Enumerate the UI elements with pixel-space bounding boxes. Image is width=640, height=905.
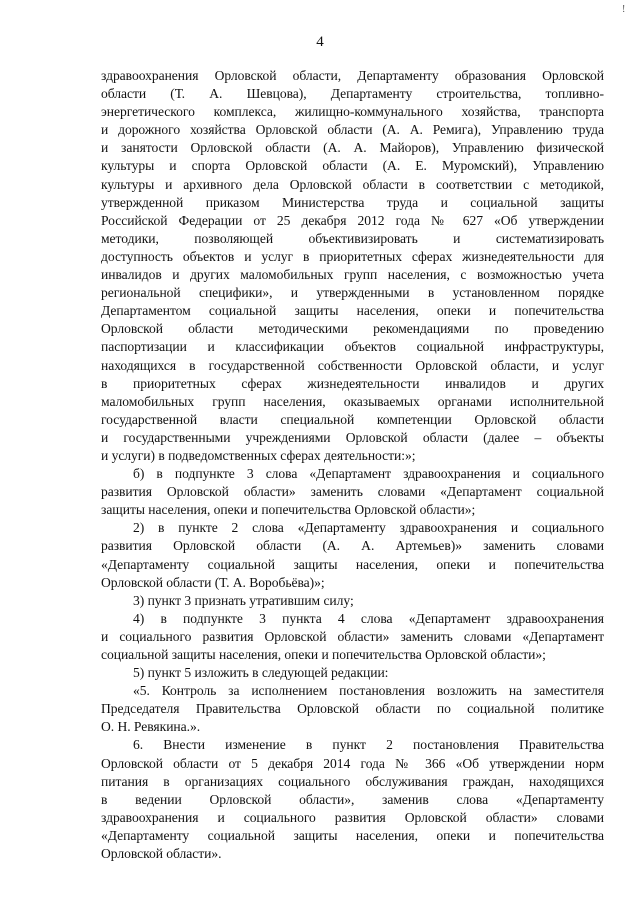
text-line: «Департаменту социальной защиты населения, опеки и попечительства: [101, 556, 604, 572]
text-line: и социального развития Орловской области» заменить словами «Департамент: [101, 628, 604, 644]
text-line: 3) пункт 3 признать утратившим силу;: [133, 592, 354, 608]
text-line: развития Орловской области» заменить словами «Департамент социальной: [101, 484, 604, 500]
text-line: методики, позволяющей объективизировать и систематизировать: [101, 230, 604, 246]
corner-mark: !: [622, 4, 626, 15]
text-line: «Департаменту социальной защиты населения, опеки и попечительства: [101, 827, 604, 843]
text-line: и услуги) в подведомственных сферах деятельности:»;: [101, 447, 416, 463]
text-line: Департаментом социальной защиты населения, опеки и попечительства: [101, 303, 604, 319]
text-line: защиты населения, опеки и попечительства Орловской области»;: [101, 502, 476, 518]
text-line: в ведении Орловской области», заменив слова «Департаменту: [101, 791, 604, 807]
text-line: питания в организациях социального обслуживания граждан, находящихся: [101, 773, 604, 789]
text-line: Орловской области (Т. А. Воробьёва)»;: [101, 574, 325, 590]
text-line: 2) в пункте 2 слова «Департаменту здравоохранения и социального: [133, 520, 604, 536]
text-line: инвалидов и других маломобильных групп населения, с возможностью учета: [101, 267, 604, 283]
text-line: находящихся в государственной собственности Орловской области, и услуг: [101, 357, 604, 373]
text-line: Российской Федерации от 25 декабря 2012 года № 627 «Об утверждении: [101, 212, 604, 228]
text-line: О. Н. Ревякина.».: [101, 719, 201, 735]
text-line: региональной специфики», и утвержденными в установленном порядке: [101, 285, 604, 301]
text-line: в приоритетных сферах жизнедеятельности инвалидов и других: [101, 375, 604, 391]
text-line: доступность объектов и услуг в приоритетных сферах жизнедеятельности для: [101, 248, 604, 264]
page-number: 4: [316, 34, 324, 50]
document-body: [101, 67, 604, 863]
text-line: паспортизации и классификации объектов социальной инфраструктуры,: [101, 339, 604, 355]
text-line: 4) в подпункте 3 пункта 4 слова «Департамент здравоохранения: [133, 610, 604, 626]
text-line: и государственными учреждениями Орловской области (далее – объекты: [101, 429, 604, 445]
text-line: б) в подпункте 3 слова «Департамент здравоохранения и социального: [133, 466, 604, 482]
text-line: утвержденной приказом Министерства труда и социальной защиты: [101, 194, 604, 210]
text-line: «5. Контроль за исполнением постановления возложить на заместителя: [133, 683, 604, 699]
text-line: развития Орловской области (А. А. Артемьев)» заменить словами: [101, 538, 604, 554]
text-line: Орловской области от 5 декабря 2014 года № 366 «Об утверждении норм: [101, 755, 604, 771]
text-line: здравоохранения и социального развития Орловской области» словами: [101, 809, 604, 825]
text-line: энергетического комплекса, жилищно-коммунального хозяйства, транспорта: [101, 104, 604, 120]
text-line: 5) пункт 5 изложить в следующей редакции:: [133, 665, 389, 681]
text-line: культуры и архивного дела Орловской области в соответствии с методикой,: [101, 176, 604, 192]
text-line: и занятости Орловской области (А. А. Майоров), Управлению физической: [101, 140, 604, 156]
text-line: 6. Внести изменение в пункт 2 постановления Правительства: [133, 737, 604, 753]
text-line: маломобильных групп населения, оказываемых органами исполнительной: [101, 393, 604, 409]
text-line: Председателя Правительства Орловской области по социальной политике: [101, 701, 604, 717]
text-line: Орловской области методическими рекомендациями по проведению: [101, 321, 604, 337]
text-line: здравоохранения Орловской области, Департаменту образования Орловской: [101, 68, 604, 83]
text-line: Орловской области».: [101, 846, 222, 862]
text-line: области (Т. А. Шевцова), Департаменту строительства, топливно-: [101, 86, 604, 102]
text-line: и дорожного хозяйства Орловской области (А. А. Ремига), Управлению труда: [101, 122, 604, 138]
text-line: государственной власти специальной компетенции Орловской области: [101, 411, 604, 427]
text-line: культуры и спорта Орловской области (А. Е. Муромский), Управлению: [101, 158, 604, 174]
text-line: социальной защиты населения, опеки и попечительства Орловской области»;: [101, 647, 546, 662]
